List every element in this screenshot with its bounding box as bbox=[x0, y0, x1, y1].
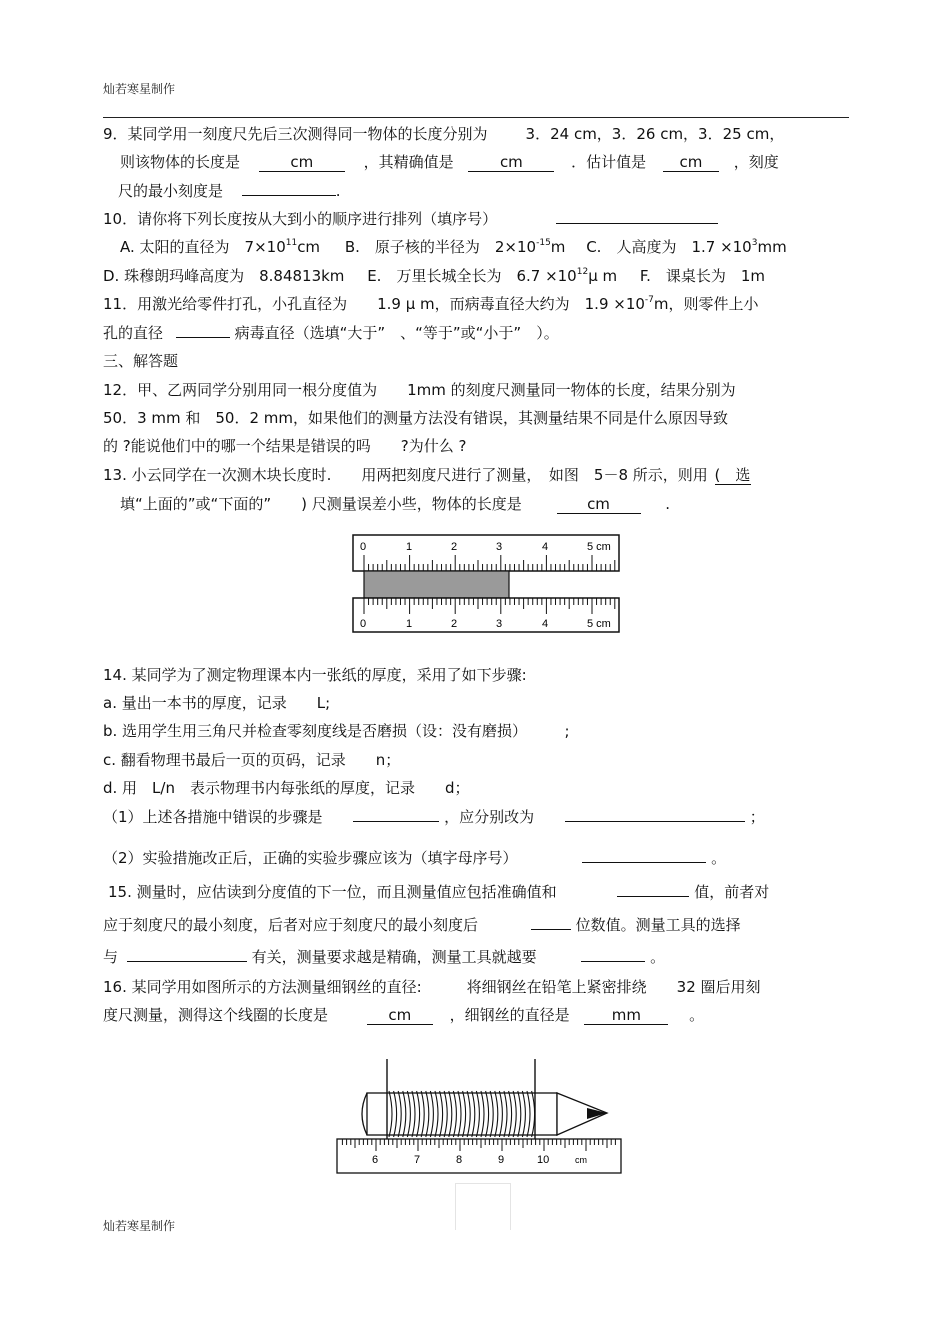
q9-period: . bbox=[335, 182, 341, 200]
q10-option-c-unit: mm bbox=[757, 238, 787, 256]
coil-ruler-label-7: 7 bbox=[414, 1154, 421, 1166]
q12-line2: 50．3 mm 和 50．2 mm，如果他们的测量方法没有错误，其测量结果不同是什么原因导致 bbox=[103, 409, 729, 427]
q10-blank-order[interactable] bbox=[556, 223, 718, 224]
ruler-top-label-0: 0 bbox=[360, 541, 367, 553]
q14-part1-end: ； bbox=[749, 808, 765, 826]
q15-blank-estimate[interactable] bbox=[617, 896, 689, 897]
q14-blank-wrong-step[interactable] bbox=[353, 821, 439, 822]
q15-text: 15. 测量时，应估读到分度值的下一位，而且测量值应包括准确值和 bbox=[108, 883, 557, 901]
q9-text5: ，刻度 bbox=[733, 153, 779, 171]
q12-line1: 12．甲、乙两同学分别用同一根分度值为 1mm 的刻度尺测量同一物体的长度，结果分别为 bbox=[103, 381, 736, 399]
q10-option-c-exp: 3 bbox=[751, 238, 758, 248]
pencil-end bbox=[362, 1093, 367, 1135]
q16-line2 bbox=[103, 1005, 704, 1025]
q9-blank-min-scale[interactable] bbox=[242, 195, 336, 196]
q10-option-d: D. 珠穆朗玛峰高度为 8.84813km bbox=[103, 267, 345, 285]
q11-line1 bbox=[103, 294, 759, 314]
ruler-top-label-5: 5 cm bbox=[587, 541, 611, 553]
coil-figure bbox=[335, 1053, 625, 1178]
coil-ruler-label-cm: cm bbox=[575, 1155, 587, 1165]
image-placeholder-box bbox=[455, 1183, 511, 1230]
q14-part2-end: 。 bbox=[711, 849, 727, 867]
q14-step-b: b. 选用学生用三角尺并检查零刻度线是否磨损（设：没有磨损） ; bbox=[103, 722, 570, 740]
coil-ruler-label-10: 10 bbox=[537, 1154, 550, 1166]
q10-option-e: E. 万里长城全长为 6.7 ×10 bbox=[367, 267, 577, 285]
wood-block bbox=[364, 571, 509, 598]
ruler-bot-label-5: 5 cm bbox=[587, 618, 611, 630]
q11-text3: 病毒直径（选填“大于” 、“等于”或“小于” ）。 bbox=[234, 324, 559, 342]
q13-blank-length[interactable]: cm bbox=[557, 495, 641, 514]
q16-end: 。 bbox=[689, 1006, 705, 1024]
q9-line2 bbox=[120, 152, 779, 172]
q11-exp: -7 bbox=[644, 295, 654, 305]
q10-text: 10．请你将下列长度按从大到小的顺序进行排列（填序号） bbox=[103, 210, 498, 228]
ruler-bot-label-2: 2 bbox=[451, 618, 458, 630]
ruler-top-label-4: 4 bbox=[542, 541, 549, 553]
q14-part2-text: （2）实验措施改正后，正确的实验步骤应该为（填字母序号） bbox=[103, 849, 518, 867]
q13-line2 bbox=[120, 494, 670, 514]
q11-text-tail: m，则零件上小 bbox=[653, 295, 759, 313]
q13-line1 bbox=[103, 465, 751, 485]
q15-text6: 有关，测量要求越是精确，测量工具就越要 bbox=[251, 948, 537, 966]
q10-line3 bbox=[103, 266, 765, 286]
q14-step-c: c. 翻看物理书最后一页的页码，记录 n； bbox=[103, 751, 401, 769]
section-title: 三、解答题 bbox=[103, 352, 179, 370]
page-footer: 灿若寒星制作 bbox=[103, 1219, 176, 1233]
q15-blank-digits[interactable] bbox=[531, 929, 571, 930]
q13-period: . bbox=[665, 495, 671, 513]
ruler-top-label-1: 1 bbox=[406, 541, 413, 553]
q14-blank-order[interactable] bbox=[582, 862, 706, 863]
ruler-top-label-3: 3 bbox=[496, 541, 503, 553]
q15-line1 bbox=[108, 882, 769, 902]
coil-ruler-label-9: 9 bbox=[498, 1154, 505, 1166]
q10-option-f: F. 课桌长为 1m bbox=[639, 267, 766, 285]
ruler-figure bbox=[350, 532, 622, 638]
ruler-bot-label-4: 4 bbox=[542, 618, 549, 630]
q15-text2: 值，前者对 bbox=[694, 883, 770, 901]
q16-blank-length[interactable]: cm bbox=[367, 1006, 433, 1025]
q9-text3: ，其精确值是 bbox=[363, 153, 454, 171]
q14-step-d: d. 用 L/n 表示物理书内每张纸的厚度，记录 d； bbox=[103, 779, 470, 797]
q12-line3: 的 ?能说他们中的哪一个结果是错误的吗 ?为什么 ? bbox=[103, 437, 467, 455]
page-header: 灿若寒星制作 bbox=[103, 82, 176, 96]
header-rule bbox=[103, 117, 849, 118]
q15-end: 。 bbox=[650, 948, 666, 966]
q13-text: 13. 小云同学在一次测木块长度时. 用两把刻度尺进行了测量， 如图 5－8 所示，则用 bbox=[103, 466, 708, 484]
q13-text2: 填“上面的”或“下面的” ) 尺测量误差小些，物体的长度是 bbox=[120, 495, 522, 513]
q10-option-a: A. 太阳的直径为 7×10 bbox=[120, 238, 286, 256]
q15-text3: 应于刻度尺的最小刻度，后者对应于刻度尺的最小刻度后 bbox=[103, 916, 479, 934]
q11-line2 bbox=[103, 323, 559, 343]
q14-part1 bbox=[103, 807, 765, 827]
q9-blank-estimate[interactable]: cm bbox=[663, 153, 719, 172]
q13-blank-ruler[interactable]: ( 选 bbox=[714, 466, 751, 484]
q14-blank-correction[interactable] bbox=[565, 821, 745, 822]
q14-part2 bbox=[103, 848, 726, 868]
q11-text2: 孔的直径 bbox=[103, 324, 164, 342]
q15-text5: 与 bbox=[103, 948, 119, 966]
q11-blank-compare[interactable] bbox=[176, 337, 230, 338]
q9-line1 bbox=[103, 124, 784, 144]
q9-blank-length[interactable]: cm bbox=[259, 153, 345, 172]
q15-text4: 位数值。测量工具的选择 bbox=[575, 916, 741, 934]
q9-text4: ．估计值是 bbox=[571, 153, 647, 171]
q10-option-b: B. 原子核的半径为 2×10 bbox=[344, 238, 537, 256]
q9-blank-accurate[interactable]: cm bbox=[468, 153, 554, 172]
q14-title: 14. 某同学为了测定物理课本内一张纸的厚度，采用了如下步骤: bbox=[103, 666, 527, 684]
q14-part1-text2: ，应分别改为 bbox=[444, 808, 535, 826]
q11-text: 11．用激光给零件打孔，小孔直径为 1.9 μ m，而病毒直径大约为 1.9 ×10 bbox=[103, 295, 645, 313]
q15-line3 bbox=[103, 947, 665, 967]
q15-blank-related[interactable] bbox=[127, 961, 247, 962]
q15-blank-precise[interactable] bbox=[581, 961, 645, 962]
q10-option-c: C. 人高度为 1.7 ×10 bbox=[586, 238, 752, 256]
coil-ruler-label-8: 8 bbox=[456, 1154, 463, 1166]
q10-option-e-unit: μ m bbox=[588, 267, 618, 285]
q9-text: 9．某同学用一刻度尺先后三次测得同一物体的长度分别为 bbox=[103, 125, 488, 143]
q10-line2 bbox=[120, 237, 787, 257]
q16-blank-diameter[interactable]: mm bbox=[584, 1006, 668, 1025]
q15-line2 bbox=[103, 915, 741, 935]
ruler-bot-label-0: 0 bbox=[360, 618, 367, 630]
ruler-top-label-2: 2 bbox=[451, 541, 458, 553]
q10-option-a-exp: 11 bbox=[285, 238, 298, 248]
q9-text6: 尺的最小刻度是 bbox=[118, 182, 224, 200]
q10-option-a-unit: cm bbox=[297, 238, 321, 256]
q10-option-e-exp: 12 bbox=[576, 267, 589, 277]
ruler-bot-label-1: 1 bbox=[406, 618, 413, 630]
coil-ruler-label-6: 6 bbox=[372, 1154, 379, 1166]
q9-line3 bbox=[118, 181, 341, 201]
q10-line1 bbox=[103, 209, 718, 229]
q10-option-b-exp: -15 bbox=[536, 238, 551, 248]
q14-step-a: a. 量出一本书的厚度，记录 L; bbox=[103, 694, 331, 712]
ruler-bottom bbox=[353, 598, 619, 632]
q16-line1: 16. 某同学用如图所示的方法测量细钢丝的直径: 将细钢丝在铅笔上紧密排绕 32 圈后用刻 bbox=[103, 978, 761, 996]
ruler-top bbox=[353, 535, 619, 571]
ruler-bot-label-3: 3 bbox=[496, 618, 503, 630]
q14-part1-text: （1）上述各措施中错误的步骤是 bbox=[103, 808, 323, 826]
q10-option-b-unit: m bbox=[550, 238, 566, 256]
q9-values: 3．24 cm，3．26 cm，3．25 cm， bbox=[525, 125, 785, 143]
q16-text: 度尺测量，测得这个线圈的长度是 bbox=[103, 1006, 329, 1024]
q16-text2: ，细钢丝的直径是 bbox=[449, 1006, 570, 1024]
q9-text2: 则该物体的长度是 bbox=[120, 153, 241, 171]
